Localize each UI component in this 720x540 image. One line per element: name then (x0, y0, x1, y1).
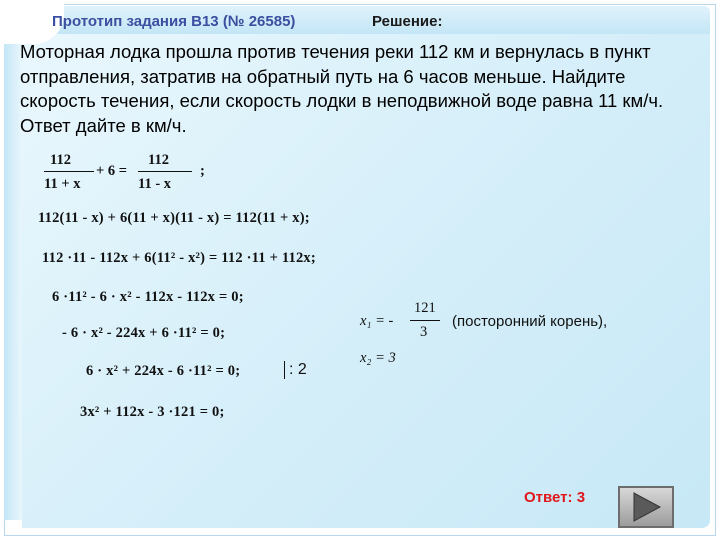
play-triangle-icon (620, 488, 672, 526)
root-x2: x₂ = 3 (360, 350, 396, 366)
root-x1-numerator: 121 (414, 300, 436, 316)
answer-label: Ответ: 3 (524, 489, 586, 506)
equation-2: 112(11 - x) + 6(11 + x)(11 - x) = 112(11 + x); (38, 210, 310, 226)
problem-text: Моторная лодка прошла против течения реки 112 км и вернулась в пункт отправления, затратив на обратный путь на 6 часов меньше. Найдите скорость течения, если скорость лодки в неподвижной воде равна 11 км/ч. Ответ дайте в км/ч. (20, 41, 664, 136)
eq1-fraction-line-left (44, 171, 94, 172)
equation-6: 6 · x² + 224x - 6 ·11² = 0; (86, 363, 241, 379)
root-x1-note: (посторонний корень), (452, 313, 608, 330)
eq1-middle: + 6 = (96, 163, 128, 179)
root-x1-fraction-line (410, 320, 440, 321)
eq1-numerator-left: 112 (50, 152, 71, 168)
eq1-fraction-line-right (138, 171, 192, 172)
eq1-numerator-right: 112 (148, 152, 169, 168)
eq1-denominator-left: 11 + x (44, 176, 81, 192)
prototype-title: Прототип задания B13 (№ 26585) (52, 13, 296, 30)
equation-7: 3x² + 112x - 3 ·121 = 0; (80, 404, 225, 420)
next-slide-button[interactable] (618, 486, 674, 528)
eq1-end: ; (200, 163, 205, 179)
divide-note: : 2 (284, 361, 307, 379)
equation-5: - 6 · x² - 224x + 6 ·11² = 0; (62, 325, 226, 341)
eq1-denominator-right: 11 - x (138, 176, 172, 192)
root-x1-label: x₁ = - (360, 313, 394, 329)
equation-3: 112 ·11 - 112x + 6(11² - x²) = 112 ·11 + 112x; (42, 250, 316, 266)
equation-4: 6 ·11² - 6 · x² - 112x - 112x = 0; (52, 289, 244, 305)
solution-label: Решение: (372, 13, 443, 30)
root-x1-denominator: 3 (420, 324, 428, 340)
